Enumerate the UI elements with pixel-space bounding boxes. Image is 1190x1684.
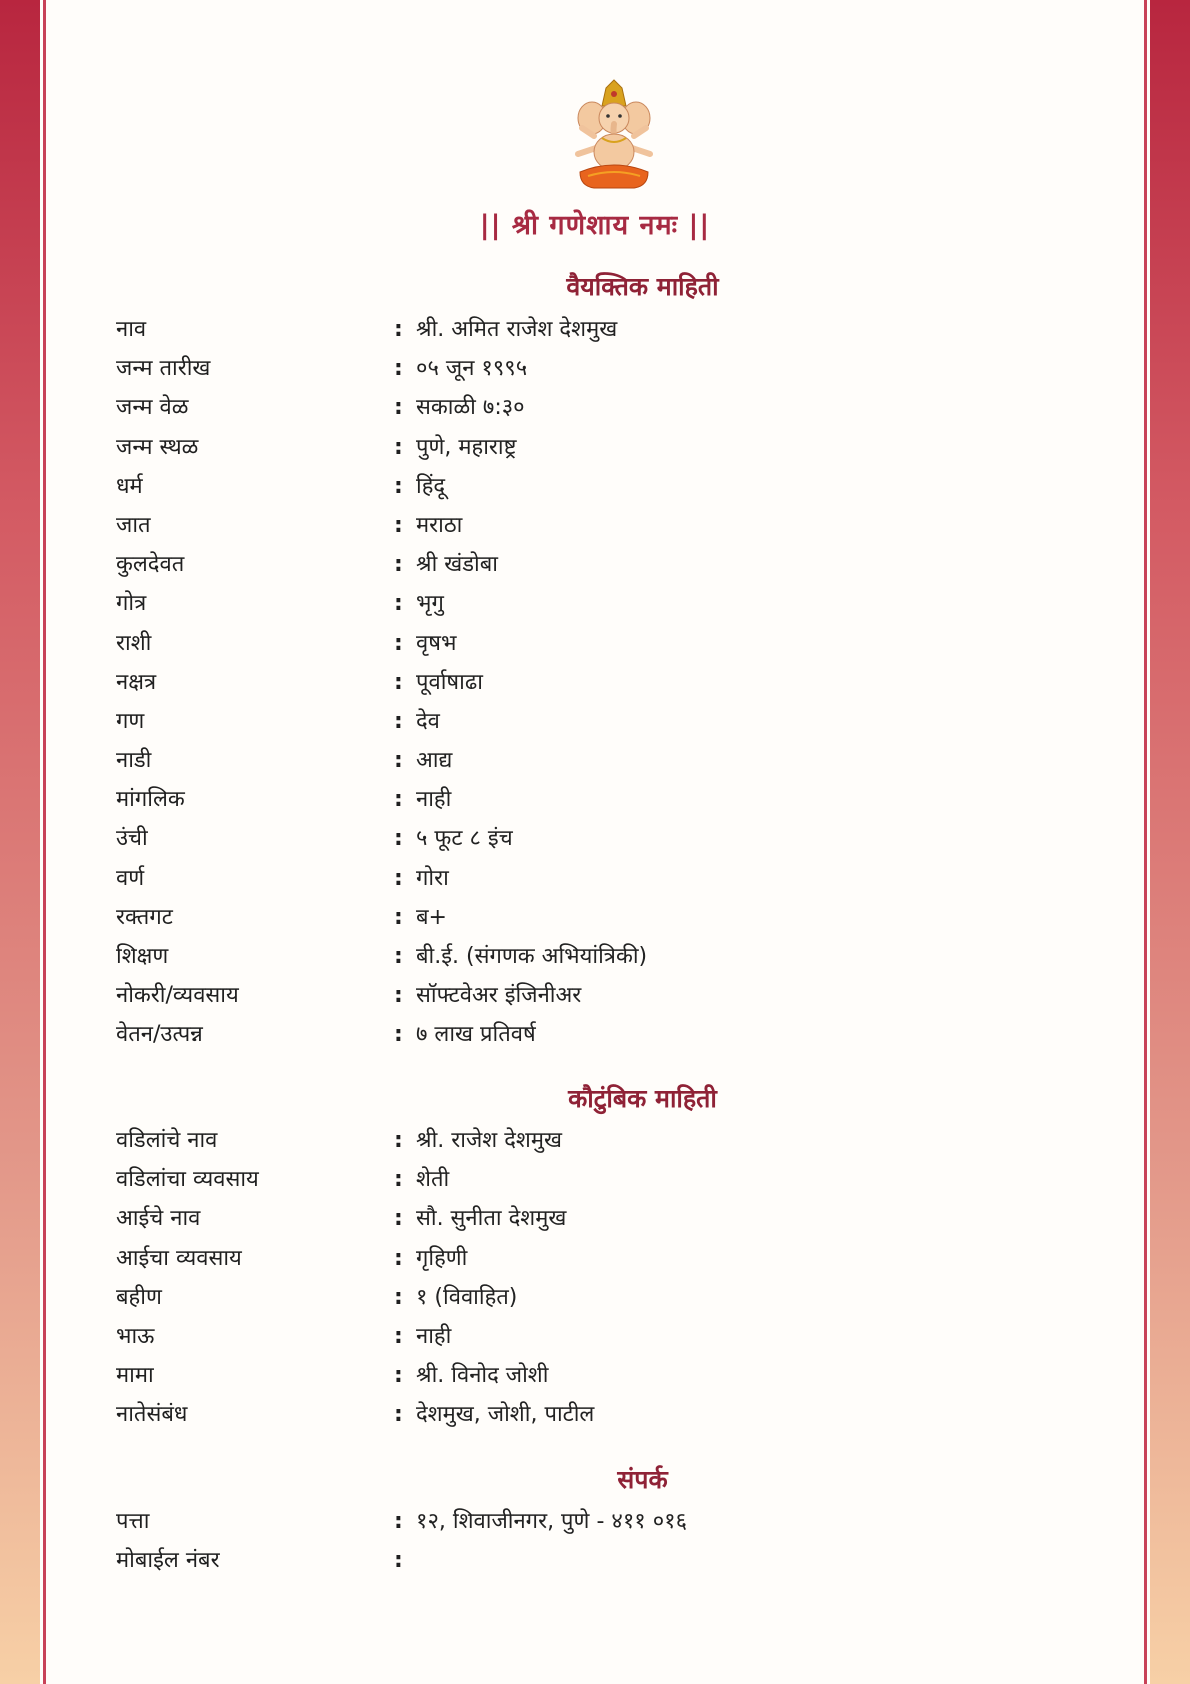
field-label: राशी: [116, 630, 152, 656]
info-row: [116, 1163, 1016, 1202]
contact-section-title: संपर्क: [617, 1465, 668, 1494]
info-row: [116, 587, 1016, 626]
field-value: पुणे, महाराष्ट्र: [416, 434, 517, 460]
field-label: भाऊ: [116, 1323, 155, 1349]
field-separator: :: [394, 904, 403, 930]
info-row: [116, 1018, 1016, 1057]
field-value: शेती: [416, 1167, 450, 1193]
field-separator: :: [394, 552, 403, 578]
biodata-page: [54, 0, 1136, 1684]
field-label: आईचे नाव: [116, 1206, 201, 1232]
field-value: देशमुख, जोशी, पाटील: [416, 1402, 595, 1428]
field-label: वेतन/उत्पन्न: [116, 1022, 203, 1048]
family-info-list: [116, 1124, 1016, 1438]
field-label: उंची: [116, 826, 148, 852]
field-label: नाव: [116, 317, 147, 342]
field-value: श्री. अमित राजेश देशमुख: [416, 317, 618, 342]
field-separator: :: [394, 1323, 403, 1349]
field-value: सॉफ्टवेअर इंजिनीअर: [416, 983, 582, 1009]
field-separator: :: [394, 944, 403, 969]
field-label: पत्ता: [116, 1509, 150, 1534]
field-separator: :: [394, 1363, 403, 1389]
field-separator: :: [394, 1245, 403, 1271]
field-label: वर्ण: [116, 865, 145, 891]
field-value: १२, शिवाजीनगर, पुणे - ४११ ०१६: [416, 1509, 688, 1534]
right-border-strip: [1150, 0, 1190, 1684]
field-separator: :: [394, 748, 403, 774]
info-row: [116, 1281, 1016, 1320]
personal-section-title: वैयक्तिक माहिती: [566, 272, 719, 301]
field-value: देव: [416, 708, 440, 734]
info-row: [116, 940, 1016, 979]
field-value: ०५ जून १९९५: [416, 356, 528, 382]
field-value: हिंदू: [416, 473, 446, 499]
field-value: श्री. विनोद जोशी: [416, 1363, 549, 1389]
field-value: ५ फूट ८ इंच: [416, 826, 513, 852]
field-value: नाही: [416, 787, 452, 813]
info-row: [116, 1359, 1016, 1398]
field-value: पूर्वाषाढा: [416, 669, 483, 695]
field-value: मराठा: [416, 512, 463, 538]
field-separator: :: [394, 473, 403, 499]
info-row: [116, 1544, 1016, 1583]
info-row: [116, 509, 1016, 548]
info-row: [116, 627, 1016, 666]
field-value: आद्य: [416, 748, 453, 774]
field-separator: :: [394, 434, 403, 460]
info-row: [116, 1320, 1016, 1359]
field-label: जन्म तारीख: [116, 356, 211, 382]
left-border-strip: [0, 0, 40, 1684]
field-value: ब+: [416, 904, 447, 930]
field-separator: :: [394, 983, 403, 1009]
field-label: जन्म वेळ: [116, 395, 189, 421]
field-value: नाही: [416, 1323, 452, 1349]
field-value: सौ. सुनीता देशमुख: [416, 1206, 567, 1232]
info-row: [116, 1242, 1016, 1281]
field-value: भृगु: [416, 591, 444, 617]
field-label: नातेसंबंध: [116, 1402, 188, 1428]
info-row: [116, 1124, 1016, 1163]
info-row: [116, 783, 1016, 822]
field-label: नक्षत्र: [116, 669, 157, 695]
left-border-line: [43, 0, 46, 1684]
field-separator: :: [394, 512, 403, 538]
field-label: नोकरी/व्यवसाय: [116, 983, 239, 1009]
field-separator: :: [394, 1167, 403, 1193]
field-label: शिक्षण: [116, 944, 169, 969]
field-value: बी.ई. (संगणक अभियांत्रिकी): [416, 944, 648, 969]
field-label: मोबाईल नंबर: [116, 1548, 220, 1574]
field-value: गृहिणी: [416, 1245, 468, 1271]
field-separator: :: [394, 865, 403, 891]
field-separator: :: [394, 591, 403, 617]
field-label: रक्तगट: [116, 904, 173, 930]
field-label: बहीण: [116, 1284, 162, 1310]
field-label: गोत्र: [116, 591, 147, 617]
info-row: [116, 822, 1016, 861]
field-label: वडिलांचा व्यवसाय: [116, 1167, 259, 1193]
info-row: [116, 1505, 1016, 1544]
field-value: श्री. राजेश देशमुख: [416, 1128, 563, 1153]
field-separator: :: [394, 669, 403, 695]
info-row: [116, 744, 1016, 783]
field-separator: :: [394, 1022, 403, 1048]
info-row: [116, 705, 1016, 744]
info-row: [116, 901, 1016, 940]
field-label: आईचा व्यवसाय: [116, 1245, 242, 1271]
field-separator: :: [394, 826, 403, 852]
field-separator: :: [394, 1402, 403, 1428]
right-border-line: [1144, 0, 1147, 1684]
info-row: [116, 352, 1016, 391]
field-label: कुलदेवत: [116, 552, 185, 578]
info-row: [116, 313, 1016, 352]
field-label: धर्म: [116, 473, 143, 499]
field-separator: :: [394, 1284, 403, 1310]
field-separator: :: [394, 1509, 403, 1534]
field-label: मांगलिक: [116, 787, 185, 813]
personal-info-list: [116, 313, 1016, 1058]
field-value: सकाळी ७:३०: [416, 395, 525, 421]
field-value: गोरा: [416, 865, 449, 891]
field-label: जात: [116, 512, 151, 538]
info-row: [116, 979, 1016, 1018]
info-row: [116, 470, 1016, 509]
field-value: ७ लाख प्रतिवर्ष: [416, 1022, 536, 1048]
field-value: वृषभ: [416, 630, 457, 656]
field-separator: :: [394, 1128, 403, 1153]
field-separator: :: [394, 708, 403, 734]
field-separator: :: [394, 1548, 403, 1574]
info-row: [116, 391, 1016, 430]
field-separator: :: [394, 395, 403, 421]
info-row: [116, 548, 1016, 587]
field-separator: :: [394, 787, 403, 813]
field-separator: :: [394, 630, 403, 656]
info-row: [116, 1398, 1016, 1437]
field-value: १ (विवाहित): [416, 1284, 518, 1310]
field-label: वडिलांचे नाव: [116, 1128, 218, 1153]
field-label: जन्म स्थळ: [116, 434, 199, 460]
field-value: श्री खंडोबा: [416, 552, 498, 578]
field-separator: :: [394, 1206, 403, 1232]
field-label: गण: [116, 708, 145, 734]
info-row: [116, 431, 1016, 470]
field-separator: :: [394, 317, 403, 342]
invocation-heading: || श्री गणेशाय नमः ||: [479, 210, 711, 241]
family-section-title: कौटुंबिक माहिती: [568, 1084, 717, 1113]
field-separator: :: [394, 356, 403, 382]
field-label: मामा: [116, 1363, 154, 1389]
contact-info-list: [116, 1505, 1016, 1583]
field-label: नाडी: [116, 748, 152, 774]
info-row: [116, 1202, 1016, 1241]
info-row: [116, 666, 1016, 705]
info-row: [116, 862, 1016, 901]
